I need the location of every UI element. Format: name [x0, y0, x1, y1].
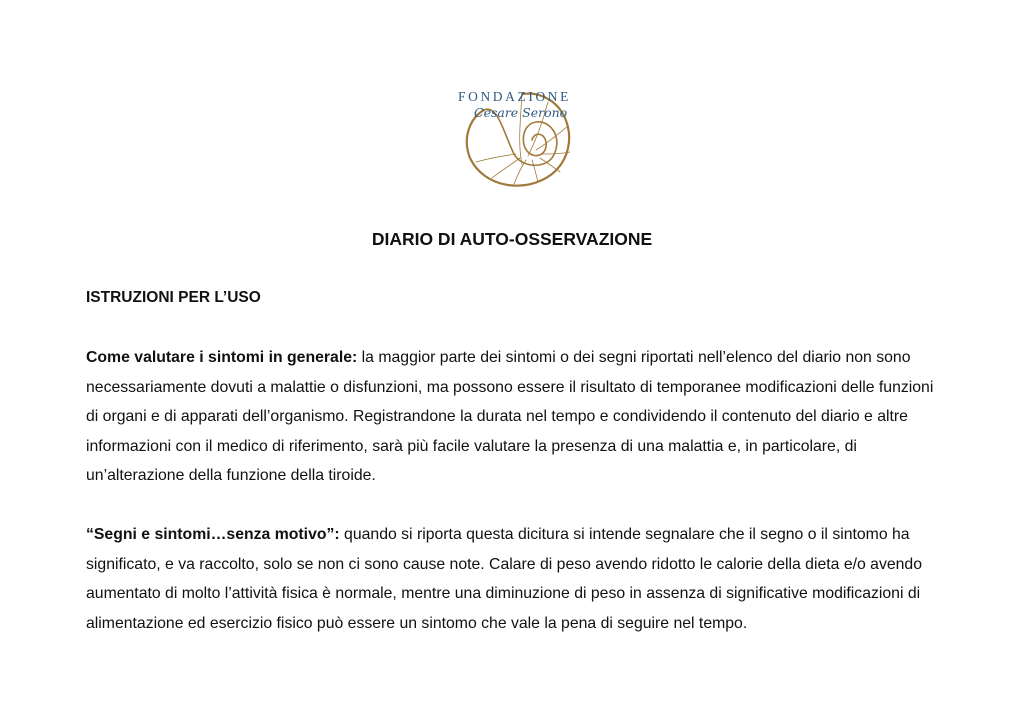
section-heading: ISTRUZIONI PER L’USO [86, 289, 261, 306]
logo-text-cesare-serono: Cesare Serono [474, 105, 568, 120]
paragraph-body: quando si riporta questa dicitura si intende segnalare che il segno o il sintomo ha significato, e va raccolto, solo se non ci sono cause note. Calare di peso avendo ridotto le calorie della dieta e/o avendo aumentato di molto l’attività fisica è normale, mentre una diminuzione di peso in assenza di significative modificazioni di alimentazione ed esercizio fisico può essere un sintomo che vale la pena di seguire nel tempo. [86, 526, 923, 632]
paragraph-general-symptoms [86, 343, 946, 491]
logo-text-fondazione: FONDAZIONE [458, 89, 571, 104]
paragraph-signs-without-reason [86, 520, 946, 638]
document-title: DIARIO DI AUTO-OSSERVAZIONE [371, 229, 653, 249]
paragraph-lead: “Segni e sintomi…senza motivo”: [86, 526, 340, 543]
fondazione-logo [456, 74, 586, 190]
paragraph-body: la maggior parte dei sintomi o dei segni riportati nell’elenco del diario non sono necessariamente dovuti a malattie o disfunzioni, ma possono essere il risultato di temporanee modificazioni delle funzioni di organi e di apparati dell’organismo. Registrandone la durata nel tempo e condividendo il contenuto del diario e altre informazioni con il medico di riferimento, sarà più facile valutare la presenza di una malattia e, in particolare, di un’alterazione della funzione della tiroide. [86, 349, 934, 484]
paragraph-lead: Come valutare i sintomi in generale: [86, 349, 358, 366]
